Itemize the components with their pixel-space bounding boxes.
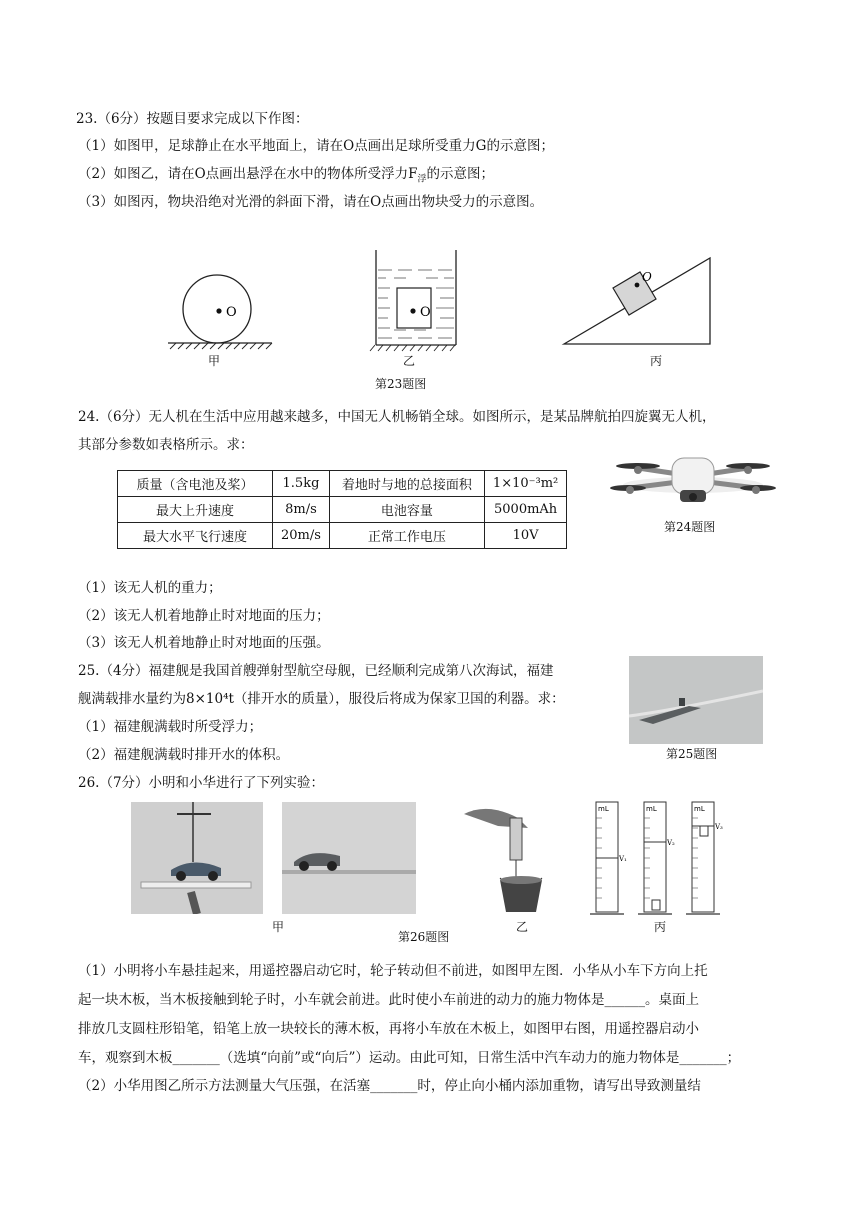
table-cell: 5000mAh <box>484 497 566 523</box>
svg-text:V₂: V₂ <box>667 839 675 847</box>
table-row <box>118 523 567 549</box>
label-23-yi: 乙 <box>403 354 416 368</box>
figure-26-jia-right-photo <box>282 802 416 914</box>
q26-part1-line4: 车，观察到木板_______（选填“向前”或“向后”）运动。由此可知，日常生活中汽车动力的施力物体是_______； <box>78 1050 741 1066</box>
table-row <box>118 497 567 523</box>
caption-25: 第25题图 <box>666 747 718 761</box>
table-cell: 最大上升速度 <box>118 497 273 523</box>
table-cell: 着地时与地的总接面积 <box>329 471 484 497</box>
svg-text:mL: mL <box>694 805 705 813</box>
q23-part1: （1）如图甲，足球静止在水平地面上，请在O点画出足球所受重力G的示意图； <box>78 138 554 154</box>
table-cell: 20m/s <box>273 523 330 549</box>
q25-line2: 舰满载排水量约为8×10⁴t（排开水的质量），服役后将成为保家卫国的利器。求： <box>78 691 565 707</box>
q25-part2: （2）福建舰满载时排开水的体积。 <box>78 747 290 763</box>
table-cell: 质量（含电池及桨） <box>118 471 273 497</box>
q26-part1-line1: （1）小明将小车悬挂起来，用遥控器启动它时，轮子转动但不前进，如图甲左图．小华从小车下方向上托 <box>78 963 708 979</box>
figure-23-bing <box>560 256 720 348</box>
label-23-jia: 甲 <box>208 354 221 368</box>
table-cell: 1×10⁻³m² <box>484 471 566 497</box>
caption-26: 第26题图 <box>398 930 450 944</box>
svg-text:V₃: V₃ <box>715 823 723 831</box>
table-cell: 10V <box>484 523 566 549</box>
svg-text:V₁: V₁ <box>619 855 627 863</box>
q26-part1-line3: 排放几支圆柱形铅笔，铅笔上放一块较长的薄木板，再将小车放在木板上，如图甲右图，用遥控器启动小 <box>78 1021 699 1037</box>
table-cell: 正常工作电压 <box>329 523 484 549</box>
q24-parameter-table <box>117 470 567 549</box>
q24-line1: 24.（6分）无人机在生活中应用越来越多，中国无人机畅销全球。如图所示，是某品牌航拍四旋翼无人机， <box>78 409 716 425</box>
caption-23: 第23题图 <box>375 377 427 391</box>
table-row <box>118 471 567 497</box>
figure-26-jia-left-photo <box>131 802 263 914</box>
label-23-bing: 丙 <box>650 354 663 368</box>
svg-text:O: O <box>642 270 652 284</box>
q26-part1-line2: 起一块木板，当木板接触到轮子时，小车就会前进。此时使小车前进的动力的施力物体是______。桌面上 <box>78 992 699 1008</box>
svg-text:O: O <box>420 305 431 320</box>
q24-part1: （1）该无人机的重力； <box>78 580 222 596</box>
q23-title: 23.（6分）按题目要求完成以下作图： <box>76 111 309 127</box>
label-26-bing: 丙 <box>654 920 667 934</box>
label-26-yi: 乙 <box>516 920 529 934</box>
svg-text:O: O <box>226 305 237 320</box>
aircraft-carrier-photo <box>629 656 763 744</box>
figure-23-yi <box>366 248 466 354</box>
q26-title: 26.（7分）小明和小华进行了下列实验： <box>78 775 325 791</box>
q23-part2 <box>78 164 494 190</box>
table-cell: 1.5kg <box>273 471 330 497</box>
q25-part1: （1）福建舰满载时所受浮力； <box>78 719 263 735</box>
q26-part2-line1: （2）小华用图乙所示方法测量大气压强，在活塞_______时，停止向小桶内添加重物，请写出导致测量结 <box>78 1078 701 1094</box>
figure-23-jia <box>160 266 280 356</box>
drone-image <box>608 430 778 520</box>
figure-26-yi <box>458 800 558 920</box>
table-cell: 电池容量 <box>329 497 484 523</box>
q23-part2-sub: 浮 <box>417 174 427 185</box>
svg-text:mL: mL <box>598 805 609 813</box>
q23-part3: （3）如图丙，物块沿绝对光滑的斜面下滑，请在O点画出物块受力的示意图。 <box>78 194 544 210</box>
q23-part2-a: （2）如图乙，请在O点画出悬浮在水中的物体所受浮力F <box>78 166 418 182</box>
label-26-jia: 甲 <box>272 920 285 934</box>
q25-line1: 25.（4分）福建舰是我国首艘弹射型航空母舰，已经顺利完成第八次海试，福建 <box>78 663 554 679</box>
table-cell: 8m/s <box>273 497 330 523</box>
q23-part2-b: 的示意图； <box>426 166 495 182</box>
svg-text:mL: mL <box>646 805 657 813</box>
caption-24: 第24题图 <box>664 520 716 534</box>
q24-part3: （3）该无人机着地静止时对地面的压强。 <box>78 635 330 651</box>
figure-26-bing <box>588 798 738 918</box>
q24-part2: （2）该无人机着地静止时对地面的压力； <box>78 608 330 624</box>
q24-line2: 其部分参数如表格所示。求： <box>78 437 254 453</box>
table-cell: 最大水平飞行速度 <box>118 523 273 549</box>
